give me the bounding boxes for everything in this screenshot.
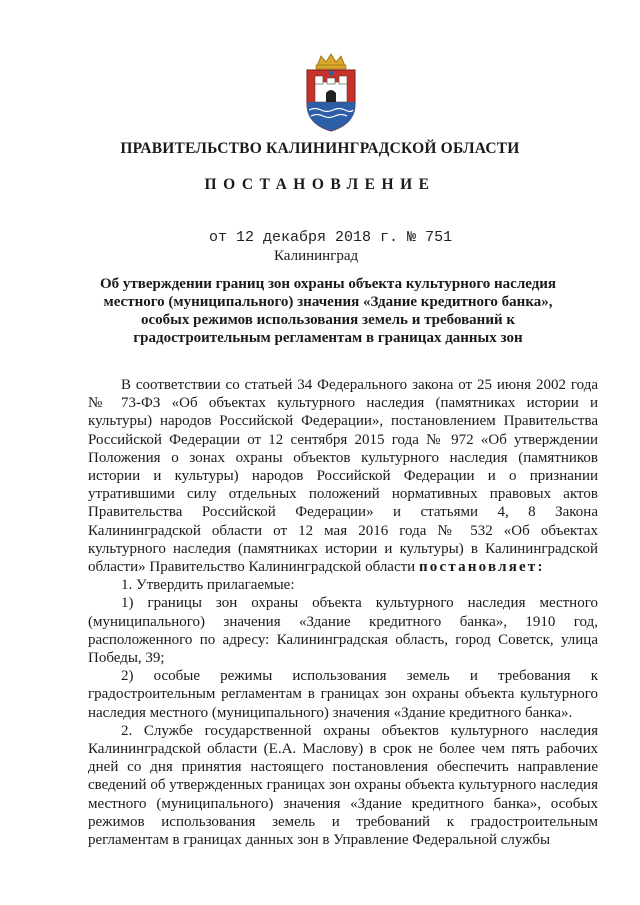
- document-body: [88, 376, 598, 849]
- kaliningrad-coat-of-arms-icon: [301, 52, 361, 132]
- intro-text: В соответствии со статьей 34 Федерального закона от 25 июня 2002 года № 73-ФЗ «Об объектах культурного наследия (памятниках истории и культуры) народов Российской Федерации», постановлением Правительства Российской Федерации от 12 сентября 2015 года № 972 «Об утверждении Положения о зонах охраны объектов культурного наследия (памятников истории и культуры) народов Российской Федерации и о признании утратившими силу отдельных положений нормативных правовых актов Правительства Российской Федерации» и статьями 4, 8 Закона Калининградской области от 12 мая 2016 года № 532 «Об объектах культурного наследия (памятниках истории и культуры) в Калининградской области» Правительство Калининградской области: [88, 377, 598, 576]
- item-1: 1. Утвердить прилагаемые:: [121, 577, 295, 594]
- document-type: ПОСТАНОВЛЕНИЕ: [204, 176, 436, 193]
- document-number: 751: [425, 229, 453, 246]
- document-title: Об утверждении границ зон охраны объекта культурного наследия местного (муниципального) значения «Здание кредитного банка», особых режимов использования земель и требований к градостроительным регламентам в границах данных зон: [99, 276, 557, 346]
- number-prefix: №: [407, 229, 417, 246]
- document-date: 12 декабря 2018 г.: [236, 229, 399, 246]
- date-prefix: от: [209, 229, 228, 246]
- decree-word: постановляет:: [418, 559, 545, 576]
- intro-paragraph: [88, 376, 598, 576]
- item-1-1: 1) границы зон охраны объекта культурного наследия местного (муниципального) значения «Здание кредитного банка», 1910 год, расположенного по адресу: Калининградская область, город Советск, улица Победы, 39;: [88, 595, 598, 667]
- item-2: 2. Службе государственной охраны объектов культурного наследия Калининградской области (Е.А. Маслову) в срок не более чем пять рабочих дней со дня принятия настоящего постановления обеспечить направление сведений об утвержденных границах зон охраны объекта культурного наследия местного (муниципального) значения «Здание кредитного банка», особых режимов использования земель и требований к градостроительным регламентам в границах данных зон в Управление Федеральной службы: [88, 722, 598, 849]
- date-line: [209, 229, 452, 246]
- city: Калининград: [274, 248, 359, 264]
- item-1-2: 2) особые режимы использования земель и требования к градостроительным регламентам в границах зон охраны объекта культурного наследия местного (муниципального) значения «Здание кредитного банка».: [88, 668, 598, 721]
- government-name: ПРАВИТЕЛЬСТВО КАЛИНИНГРАДСКОЙ ОБЛАСТИ: [120, 140, 520, 157]
